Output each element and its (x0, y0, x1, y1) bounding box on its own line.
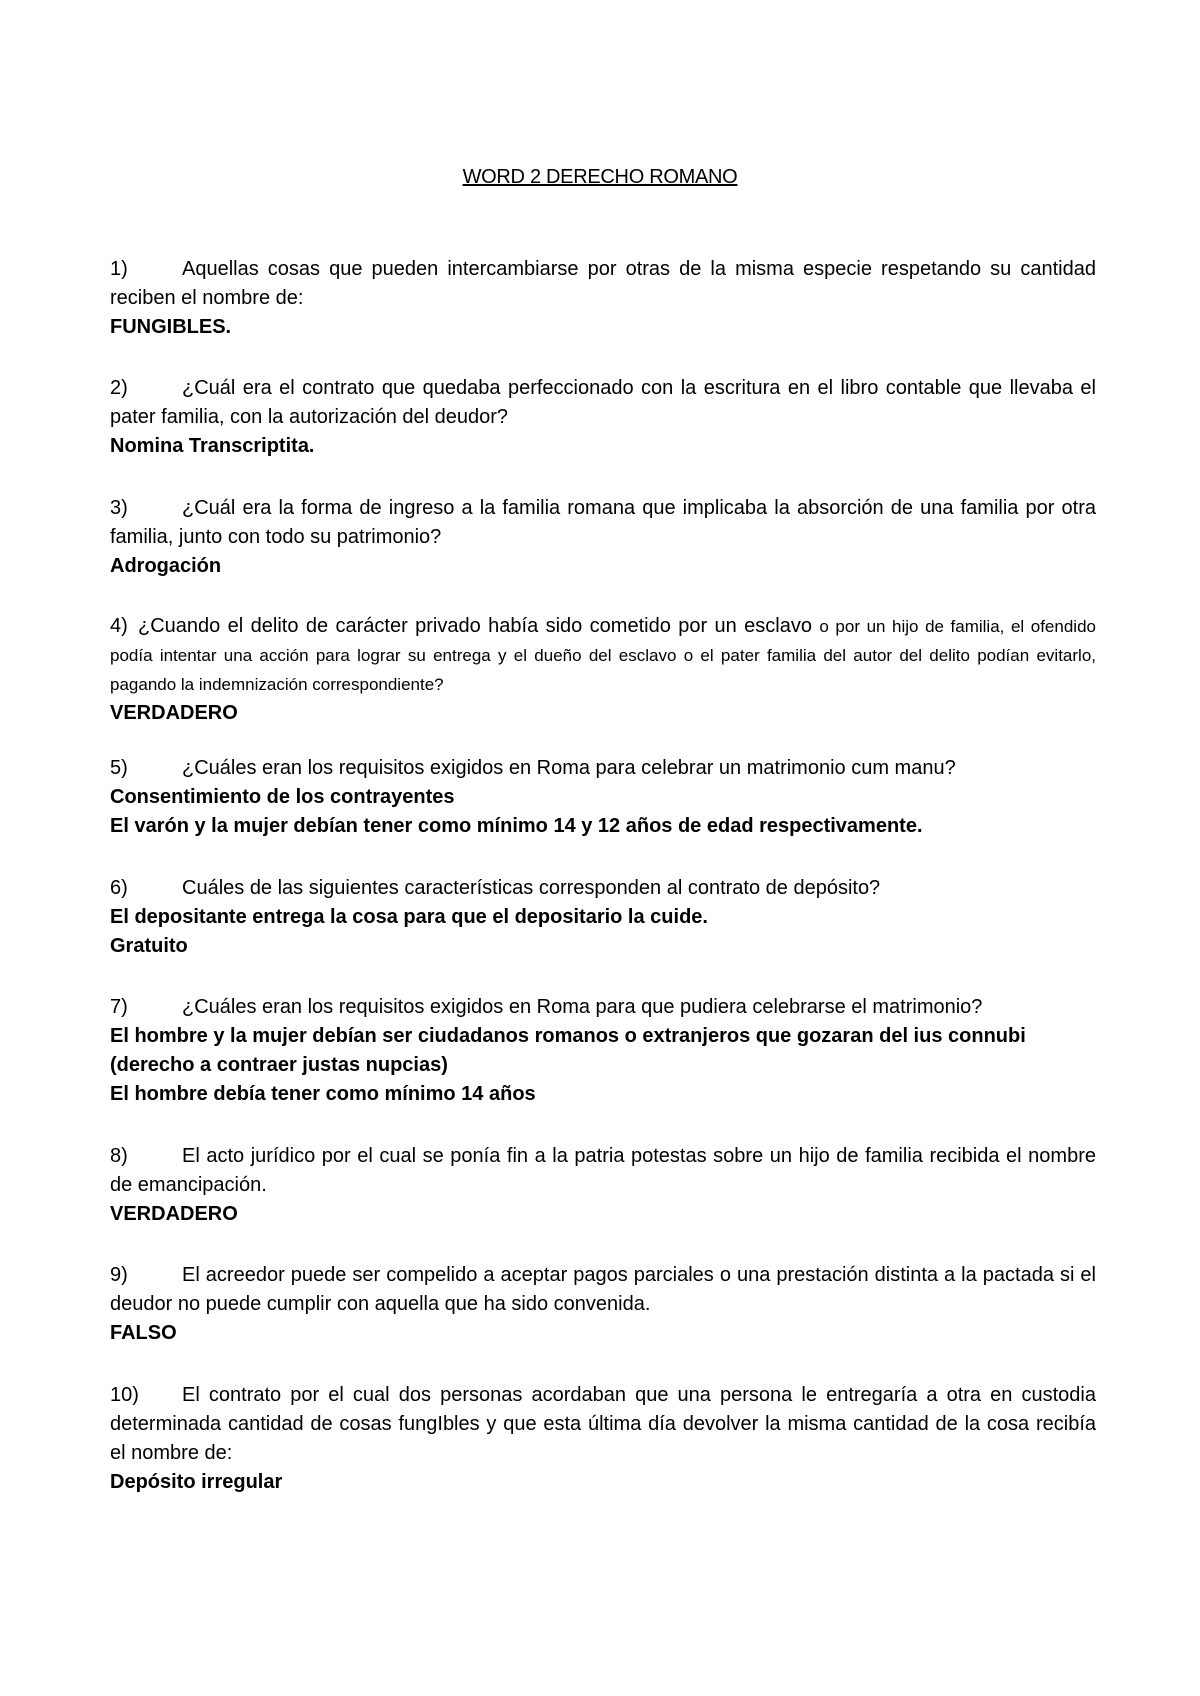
question-5 (110, 754, 1096, 841)
question-number: 8) (110, 1145, 128, 1167)
question-2 (110, 374, 1096, 461)
question-text: 7) ¿Cuáles eran los requisitos exigidos en Roma para que pudiera celebrarse el matrimonio? (110, 993, 1096, 1022)
answer: El varón y la mujer debían tener como mínimo 14 y 12 años de edad respectivamente. (110, 815, 923, 837)
question-text: 4) ¿Cuando el delito de carácter privado había sido cometido por un esclavo o por un hijo de familia, el ofendido podía intentar una acción para lograr su entrega y el dueño del esclavo o el pater familia del autor del delito podían evitarlo, pagando la indemnización correspondiente? (110, 612, 1096, 699)
document-title: WORD 2 DERECHO ROMANO (462, 166, 738, 188)
answer: Nomina Transcriptita. (110, 435, 315, 457)
question-text: 5) ¿Cuáles eran los requisitos exigidos en Roma para celebrar un matrimonio cum manu? (110, 754, 1096, 783)
question-number: 1) (110, 258, 128, 280)
question-10 (110, 1381, 1096, 1497)
question-1 (110, 255, 1096, 342)
answer: Consentimiento de los contrayentes (110, 786, 455, 808)
question-number: 9) (110, 1264, 128, 1286)
question-number: 10) (110, 1384, 139, 1406)
question-6 (110, 874, 1096, 961)
question-text: 3) ¿Cuál era la forma de ingreso a la familia romana que implicaba la absorción de una familia por otra familia, junto con todo su patrimonio? (110, 494, 1096, 552)
answer: Depósito irregular (110, 1471, 283, 1493)
question-number: 2) (110, 377, 128, 399)
answer: El hombre debía tener como mínimo 14 años (110, 1083, 536, 1105)
question-number: 6) (110, 877, 128, 899)
question-text: 1) Aquellas cosas que pueden intercambiarse por otras de la misma especie respetando su cantidad reciben el nombre de: (110, 255, 1096, 313)
question-number: 3) (110, 497, 128, 519)
question-number: 5) (110, 757, 128, 779)
question-text: 9) El acreedor puede ser compelido a aceptar pagos parciales o una prestación distinta a la pactada si el deudor no puede cumplir con aquella que ha sido convenida. (110, 1261, 1096, 1319)
answer: VERDADERO (110, 1203, 238, 1225)
answer: El depositante entrega la cosa para que el depositario la cuide. (110, 906, 708, 928)
answer: El hombre y la mujer debían ser ciudadanos romanos o extranjeros que gozaran del ius connubi (derecho a contraer justas nupcias) (110, 1025, 1026, 1076)
question-text: 6) Cuáles de las siguientes características corresponden al contrato de depósito? (110, 874, 1096, 903)
question-number: 7) (110, 996, 128, 1018)
question-text: 8) El acto jurídico por el cual se ponía fin a la patria potestas sobre un hijo de familia recibida el nombre de emancipación. (110, 1142, 1096, 1200)
question-4 (110, 612, 1096, 728)
answer: VERDADERO (110, 702, 238, 724)
question-text: 2) ¿Cuál era el contrato que quedaba perfeccionado con la escritura en el libro contable que llevaba el pater familia, con la autorización del deudor? (110, 374, 1096, 432)
answer: FALSO (110, 1322, 177, 1344)
answer: Gratuito (110, 935, 188, 957)
question-3 (110, 494, 1096, 581)
question-number: 4) (110, 615, 128, 637)
question-text: 10) El contrato por el cual dos personas acordaban que una persona le entregaría a otra en custodia determinada cantidad de cosas fungIbles y que esta última día devolver la misma cantidad de la cosa recibía el nombre de: (110, 1381, 1096, 1468)
answer: Adrogación (110, 555, 222, 577)
question-7 (110, 993, 1096, 1109)
question-8 (110, 1142, 1096, 1229)
answer: FUNGIBLES. (110, 316, 232, 338)
question-9 (110, 1261, 1096, 1348)
